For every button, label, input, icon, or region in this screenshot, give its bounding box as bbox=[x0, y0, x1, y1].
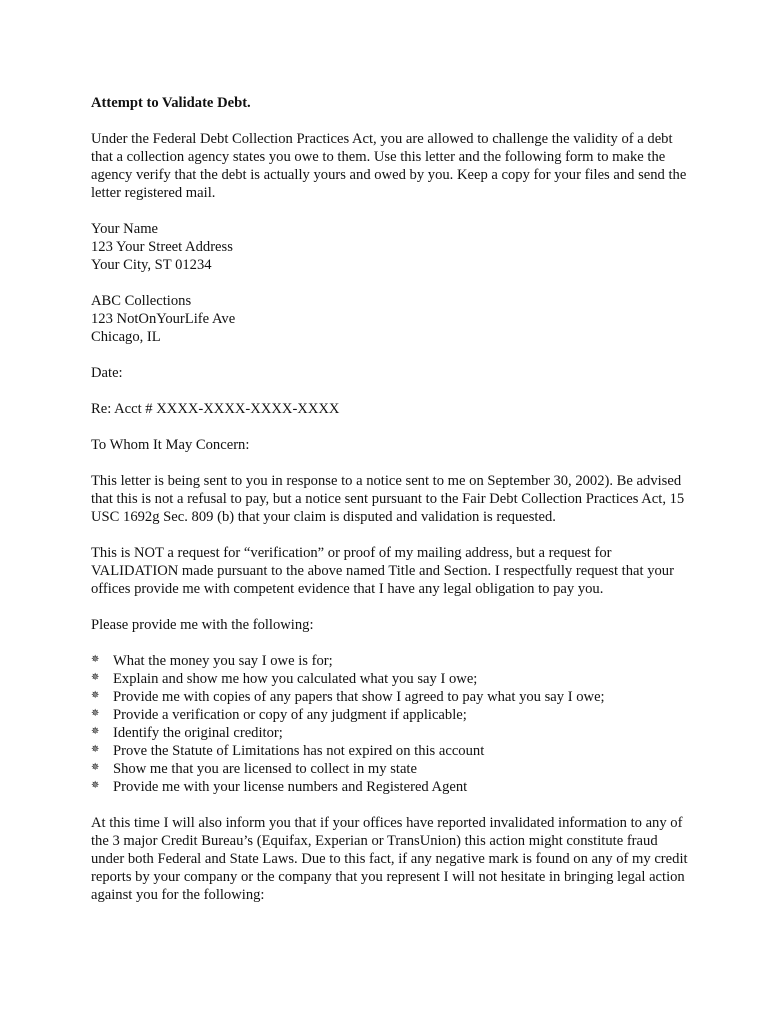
star-bullet-icon: ✵ bbox=[91, 726, 100, 737]
list-intro: Please provide me with the following: bbox=[91, 617, 314, 633]
document-title: Attempt to Validate Debt. bbox=[91, 95, 251, 111]
paragraph-notice: This letter is being sent to you in response to a notice sent to me on September 30, 2002). Be advised that this is not a refusal to pay, but a notice sent pursuant to the Fair Debt Collection Practices Act, 15 USC 1692g Sec. 809 (b) that your claim is disputed and validation is requested. bbox=[91, 473, 685, 525]
re-line: Re: Acct # XXXX-XXXX-XXXX-XXXX bbox=[91, 401, 340, 417]
star-bullet-icon: ✵ bbox=[91, 708, 100, 719]
intro-paragraph: Under the Federal Debt Collection Practices Act, you are allowed to challenge the validity of a debt that a collection agency states you owe to them. Use this letter and the following form to make the agency verify that the debt is actually yours and owed by you. Keep a copy for your files and send the letter registered mail. bbox=[91, 131, 687, 201]
recipient-address bbox=[91, 292, 691, 346]
letter-page bbox=[91, 94, 691, 922]
list-item bbox=[91, 742, 691, 760]
sender-name: Your Name bbox=[91, 221, 159, 237]
list-item-text: Provide me with your license numbers and Registered Agent bbox=[113, 779, 468, 795]
list-item-text: Provide me with copies of any papers that show I agreed to pay what you say I owe; bbox=[113, 689, 605, 705]
star-bullet-icon: ✵ bbox=[91, 672, 100, 683]
sender-street: 123 Your Street Address bbox=[91, 239, 233, 255]
list-item bbox=[91, 688, 691, 706]
date-line: Date: bbox=[91, 365, 123, 381]
list-item bbox=[91, 724, 691, 742]
sender-address bbox=[91, 220, 691, 274]
list-item bbox=[91, 760, 691, 778]
list-item-text: Explain and show me how you calculated what you say I owe; bbox=[113, 671, 478, 687]
sender-city: Your City, ST 01234 bbox=[91, 257, 212, 273]
recipient-city: Chicago, IL bbox=[91, 329, 161, 345]
recipient-name: ABC Collections bbox=[91, 293, 192, 309]
list-item-text: Prove the Statute of Limitations has not expired on this account bbox=[113, 743, 485, 759]
star-bullet-icon: ✵ bbox=[91, 654, 100, 665]
star-bullet-icon: ✵ bbox=[91, 690, 100, 701]
star-bullet-icon: ✵ bbox=[91, 744, 100, 755]
salutation: To Whom It May Concern: bbox=[91, 437, 250, 453]
list-item bbox=[91, 652, 691, 670]
list-item-text: Identify the original creditor; bbox=[113, 725, 283, 741]
list-item bbox=[91, 778, 691, 796]
list-item-text: Show me that you are licensed to collect in my state bbox=[113, 761, 417, 777]
list-item bbox=[91, 670, 691, 688]
paragraph-validation: This is NOT a request for “verification” or proof of my mailing address, but a request for VALIDATION made pursuant to the above named Title and Section. I respectfully request that your offices provide me with competent evidence that I have any legal obligation to pay you. bbox=[91, 545, 674, 597]
star-bullet-icon: ✵ bbox=[91, 780, 100, 791]
list-item bbox=[91, 706, 691, 724]
list-item-text: Provide a verification or copy of any judgment if applicable; bbox=[113, 707, 467, 723]
recipient-street: 123 NotOnYourLife Ave bbox=[91, 311, 236, 327]
paragraph-credit-bureau: At this time I will also inform you that if your offices have reported invalidated information to any of the 3 major Credit Bureau’s (Equifax, Experian or TransUnion) this action might constitute fraud under both Federal and State Laws. Due to this fact, if any negative mark is found on any of my credit reports by your company or the company that you represent I will not hesitate in bringing legal action against you for the following: bbox=[91, 815, 688, 903]
star-bullet-icon: ✵ bbox=[91, 762, 100, 773]
request-list bbox=[91, 652, 691, 796]
list-item-text: What the money you say I owe is for; bbox=[113, 653, 333, 669]
